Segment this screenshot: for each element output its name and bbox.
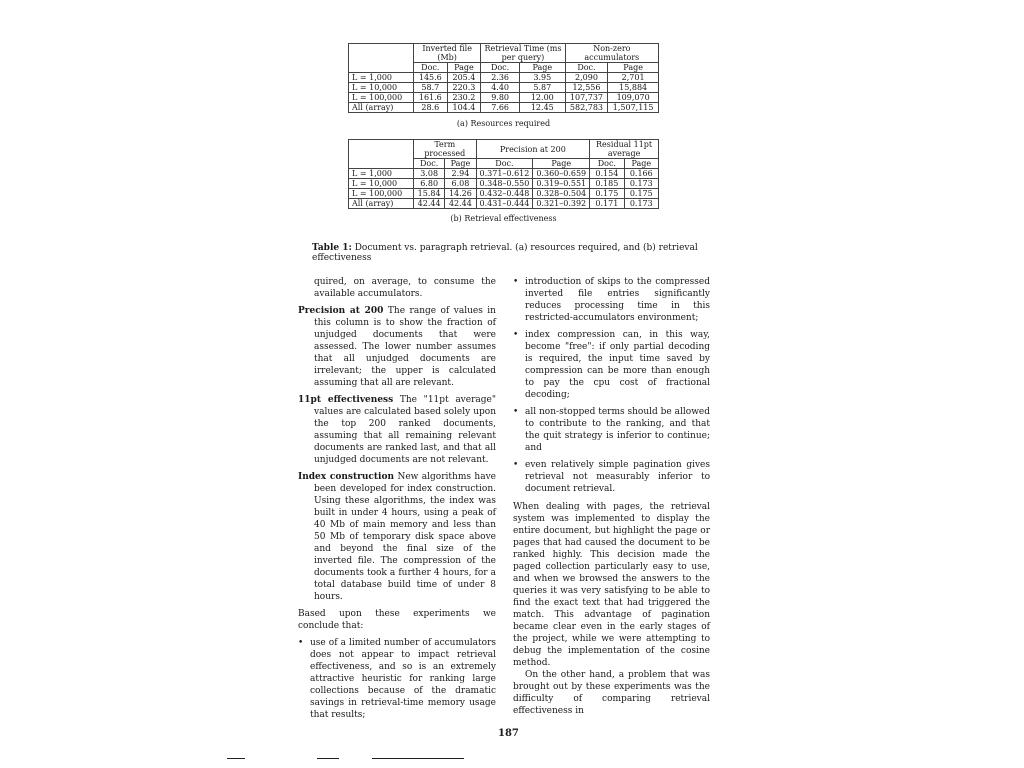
table-cell: 2,090: [565, 73, 608, 83]
table-cell: 15.84: [414, 189, 445, 199]
table-cell: 4.40: [481, 83, 520, 93]
table-cell: 104.4: [447, 103, 481, 113]
left-column: [298, 276, 496, 721]
table-b-head-terms: Term processed: [414, 140, 477, 159]
list-item: [513, 276, 710, 324]
bullet-text: all non-stopped terms should be allowed to contribute to the ranking, and that the quit strategy is inferior to continue; and: [525, 407, 710, 453]
para-11pt-head: 11pt effectiveness: [298, 395, 394, 405]
table-cell: 9.80: [481, 93, 520, 103]
table-cell: All (array): [349, 199, 414, 209]
para-index-head: Index construction: [298, 472, 394, 482]
table-caption-label: Table 1:: [312, 243, 352, 253]
table-cell: 230.2: [447, 93, 481, 103]
table-a-caption: (a) Resources required: [456, 119, 551, 128]
bullet-icon: •: [298, 638, 304, 648]
table-cell: 42.44: [445, 199, 476, 209]
bullet-icon: •: [513, 330, 519, 340]
table-cell: 1,507,115: [608, 103, 659, 113]
page-number: 187: [498, 728, 519, 739]
table-cell: 6.80: [414, 179, 445, 189]
table-a-head-time: Retrieval Time (ms per query): [481, 44, 565, 63]
bullet-icon: •: [513, 407, 519, 417]
table-a-subhead: Page: [519, 63, 565, 73]
table-cell: 0.175: [624, 189, 658, 199]
table-cell: L = 10,000: [349, 179, 414, 189]
table-cell: 0.154: [590, 169, 624, 179]
table-cell: 0.173: [624, 199, 658, 209]
table-cell: 109,070: [608, 93, 659, 103]
table-b-subhead: Doc.: [590, 159, 624, 169]
table-row: [349, 83, 659, 93]
table-cell: 12,556: [565, 83, 608, 93]
bullet-icon: •: [513, 460, 519, 470]
list-item: [298, 637, 496, 721]
table-a-corner: [349, 44, 414, 73]
bullet-text: introduction of skips to the compressed inverted file entries significantly reduces processing time in this restricted-accumulators environment;: [525, 277, 710, 323]
table-b-subhead: Doc.: [476, 159, 533, 169]
table-cell: 0.185: [590, 179, 624, 189]
table-row: [349, 199, 659, 209]
table-a-subhead: Page: [447, 63, 481, 73]
para-11pt-text: The "11pt average" values are calculated based solely upon the top 200 ranked documents, assuming that all remaining relevant documents are ranked last, and that all unjudged documents are not relevant.: [314, 395, 496, 465]
table-row: [349, 73, 659, 83]
table-cell: All (array): [349, 103, 414, 113]
table-row: [349, 93, 659, 103]
table-a-subhead: Doc.: [414, 63, 448, 73]
list-item: [513, 459, 710, 495]
table-a-subhead: Page: [608, 63, 659, 73]
table-cell: 0.432–0.448: [476, 189, 533, 199]
bullet-text: even relatively simple pagination gives retrieval not measurably inferior to document retrieval.: [525, 460, 710, 494]
table-cell: 58.7: [414, 83, 448, 93]
table-a-head-accum: Non-zero accumulators: [565, 44, 658, 63]
table-cell: L = 10,000: [349, 83, 414, 93]
table-row: [349, 103, 659, 113]
scan-mark-line: [372, 758, 464, 759]
conclude-text: Based upon these experiments we conclude that:: [298, 609, 496, 631]
para-precision-head: Precision at 200: [298, 306, 384, 316]
table-cell: 0.166: [624, 169, 658, 179]
table-cell: 2.36: [481, 73, 520, 83]
table-a-head-inverted: Inverted file (Mb): [414, 44, 481, 63]
table-cell: 0.319–0.551: [533, 179, 590, 189]
para-11pt: [298, 394, 496, 466]
table-cell: 3.95: [519, 73, 565, 83]
table-cell: 582,783: [565, 103, 608, 113]
para-index: [298, 471, 496, 603]
table-b-head-11pt: Residual 11pt average: [590, 140, 659, 159]
table-cell: 0.321–0.392: [533, 199, 590, 209]
right-column: [513, 276, 710, 717]
table-cell: 0.360–0.659: [533, 169, 590, 179]
table-b-head-precision: Precision at 200: [476, 140, 590, 159]
right-para-1: When dealing with pages, the retrieval system was implemented to display the entire document, but highlight the page or pages that had caused the document to be ranked highly. This decision made the paged collection particularly easy to use, and when we browsed the answers to the queries it was very satisfying to be able to find the exact text that had triggered the match. This advantage of pagination became clear even in the early stages of the project, while we were attempting to debug the implementation of the cosine method.: [513, 502, 710, 668]
table-cell: 2,701: [608, 73, 659, 83]
table-effectiveness: [348, 139, 659, 209]
table-cell: L = 100,000: [349, 189, 414, 199]
table-cell: 0.371–0.612: [476, 169, 533, 179]
table-cell: 2.94: [445, 169, 476, 179]
table-cell: 0.171: [590, 199, 624, 209]
table-b-subhead: Page: [445, 159, 476, 169]
scan-mark-line: [317, 758, 339, 759]
table-cell: 0.175: [590, 189, 624, 199]
table-b-corner: [349, 140, 414, 169]
bullet-icon: •: [513, 277, 519, 287]
table-resources: [348, 43, 659, 113]
right-para-2: On the other hand, a problem that was brought out by these experiments was the difficulty of comparing retrieval effectiveness in: [513, 670, 710, 716]
table-cell: 107,737: [565, 93, 608, 103]
table-cell: 0.173: [624, 179, 658, 189]
scan-mark-line: [227, 758, 245, 759]
table-caption-text: Document vs. paragraph retrieval. (a) resources required, and (b) retrieval effectiveness: [312, 243, 698, 263]
table-row: [349, 189, 659, 199]
bullet-text: index compression can, in this way, become "free": if only partial decoding is required, the input time saved by compression can be more than enough to pay the cpu cost of fractional decoding;: [525, 330, 710, 400]
list-item: [513, 329, 710, 401]
table-cell: 0.348–0.550: [476, 179, 533, 189]
table-row: [349, 179, 659, 189]
table-b-subhead: Page: [533, 159, 590, 169]
table-cell: 5.87: [519, 83, 565, 93]
table-b-subhead: Page: [624, 159, 658, 169]
table-cell: 28.6: [414, 103, 448, 113]
table-cell: 15,884: [608, 83, 659, 93]
table-cell: 145.6: [414, 73, 448, 83]
table-cell: L = 100,000: [349, 93, 414, 103]
para-precision: [298, 305, 496, 389]
table-b-caption: (b) Retrieval effectiveness: [450, 214, 557, 223]
table-cell: L = 1,000: [349, 169, 414, 179]
table-caption: [312, 243, 712, 263]
table-cell: 205.4: [447, 73, 481, 83]
table-cell: L = 1,000: [349, 73, 414, 83]
table-cell: 0.328–0.504: [533, 189, 590, 199]
list-item: [513, 406, 710, 454]
table-cell: 14.26: [445, 189, 476, 199]
table-cell: 7.66: [481, 103, 520, 113]
table-b-subhead: Doc.: [414, 159, 445, 169]
para-precision-text: The range of values in this column is to show the fraction of unjudged documents that were assessed. The lower number assumes that all unjudged documents are irrelevant; the upper is calculated assuming that all are relevant.: [314, 306, 496, 388]
table-a-subhead: Doc.: [481, 63, 520, 73]
table-row: [349, 169, 659, 179]
table-cell: 42.44: [414, 199, 445, 209]
table-cell: 6.08: [445, 179, 476, 189]
table-a-subhead: Doc.: [565, 63, 608, 73]
table-cell: 0.431–0.444: [476, 199, 533, 209]
bullet-text: use of a limited number of accumulators does not appear to impact retrieval effectiveness, and so is an extremely attractive heuristic for ranking large collections because of the dramatic savings in retrieval-time memory usage that results;: [310, 638, 496, 720]
table-cell: 3.08: [414, 169, 445, 179]
table-cell: 12.45: [519, 103, 565, 113]
table-cell: 12.00: [519, 93, 565, 103]
left-intro: quired, on average, to consume the available accumulators.: [314, 277, 496, 299]
para-index-text: New algorithms have been developed for index construction. Using these algorithms, the index was built in under 4 hours, using a peak of 40 Mb of main memory and less than 50 Mb of temporary disk space above and beyond the final size of the inverted file. The compression of the documents took a further 4 hours, for a total database build time of under 8 hours.: [314, 472, 496, 602]
table-cell: 161.6: [414, 93, 448, 103]
table-cell: 220.3: [447, 83, 481, 93]
